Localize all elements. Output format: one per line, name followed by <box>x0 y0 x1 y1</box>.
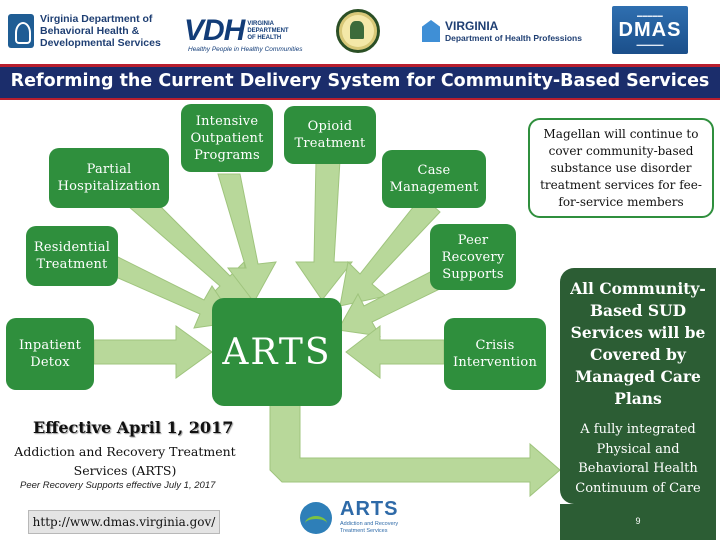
node-case-management <box>382 150 486 208</box>
node-inpatient-detox-label: Inpatient Detox <box>18 338 82 370</box>
node-intensive-outpatient-label: Intensive Outpatient Programs <box>190 113 264 163</box>
node-crisis-intervention-label: Crisis Intervention <box>452 338 538 370</box>
node-case-management-label: Case Management <box>389 163 479 195</box>
slide-title: Reforming the Current Delivery System for Community-Based Services <box>10 71 710 91</box>
vdh-side-1: VIRGINIA <box>247 20 275 27</box>
node-arts-hub-label: ARTS <box>222 331 332 373</box>
arts-logo-icon <box>300 502 332 534</box>
node-partial-hospitalization <box>49 148 169 208</box>
node-inpatient-detox <box>6 318 94 390</box>
arts-logo-word: ARTS <box>340 498 399 520</box>
dmas-sub-rule: ▬▬▬▬▬▬ <box>636 42 664 47</box>
node-crisis-intervention <box>444 318 546 390</box>
arts-logo <box>300 498 410 538</box>
node-intensive-outpatient <box>181 104 273 172</box>
page-number-bar <box>560 504 716 540</box>
node-peer-recovery-supports <box>430 224 516 290</box>
dmas-small-banner: ▬▬▬▬▬ <box>637 13 663 19</box>
magellan-callout: Magellan will continue to cover community-based substance use disorder treatment services for fee-for-service members <box>528 118 714 218</box>
node-opioid-treatment <box>284 106 376 164</box>
arrow-opioid-to-arts <box>296 160 352 300</box>
node-residential-treatment-label: Residential Treatment <box>33 240 111 272</box>
vdh-side-2: DEPARTMENT <box>247 27 289 34</box>
vdh-mark: VDH <box>184 14 245 47</box>
arts-logo-subtitle: Addiction and Recovery Treatment Services <box>340 521 399 534</box>
managed-care-headline: All Community- Based SUD Services will be Covered by Managed Care Plans <box>570 279 706 408</box>
dhp-line-1: VIRGINIA <box>445 19 499 33</box>
arrow-arts-to-panel <box>270 404 560 496</box>
peer-recovery-note: Peer Recovery Supports effective July 1, 2017 <box>20 480 216 491</box>
arts-program-name: Addiction and Recovery Treatment Services (ARTS) <box>14 444 236 478</box>
page-number: 9 <box>635 516 641 526</box>
dhp-line-2: Department of Health Professions <box>445 33 582 43</box>
node-residential-treatment <box>26 226 118 286</box>
vdh-tagline: Healthy People in Healthy Communities <box>188 46 303 53</box>
node-partial-hospitalization-label: Partial Hospitalization <box>57 162 161 194</box>
arrow-inpatient-to-arts <box>94 326 212 378</box>
vdbhds-line-2: Behavioral Health & <box>40 25 140 37</box>
node-opioid-treatment-label: Opioid Treatment <box>294 119 366 151</box>
vdh-side-3: OF HEALTH <box>247 34 282 41</box>
node-arts-hub <box>212 298 342 406</box>
effective-date: Effective April 1, 2017 <box>33 418 234 437</box>
arrow-crisis-to-arts <box>346 326 444 378</box>
continuum-of-care-text: A fully integrated Physical and Behavioral Health Continuum of Care <box>575 422 701 496</box>
dmas-word: DMAS <box>618 19 682 41</box>
dmas-url-link[interactable]: http://www.dmas.virginia.gov/ <box>28 510 220 534</box>
vdbhds-line-3: Developmental Services <box>40 37 161 49</box>
vdbhds-line-1: Virginia Department of <box>40 13 153 25</box>
node-peer-recovery-supports-label: Peer Recovery Supports <box>441 232 505 282</box>
